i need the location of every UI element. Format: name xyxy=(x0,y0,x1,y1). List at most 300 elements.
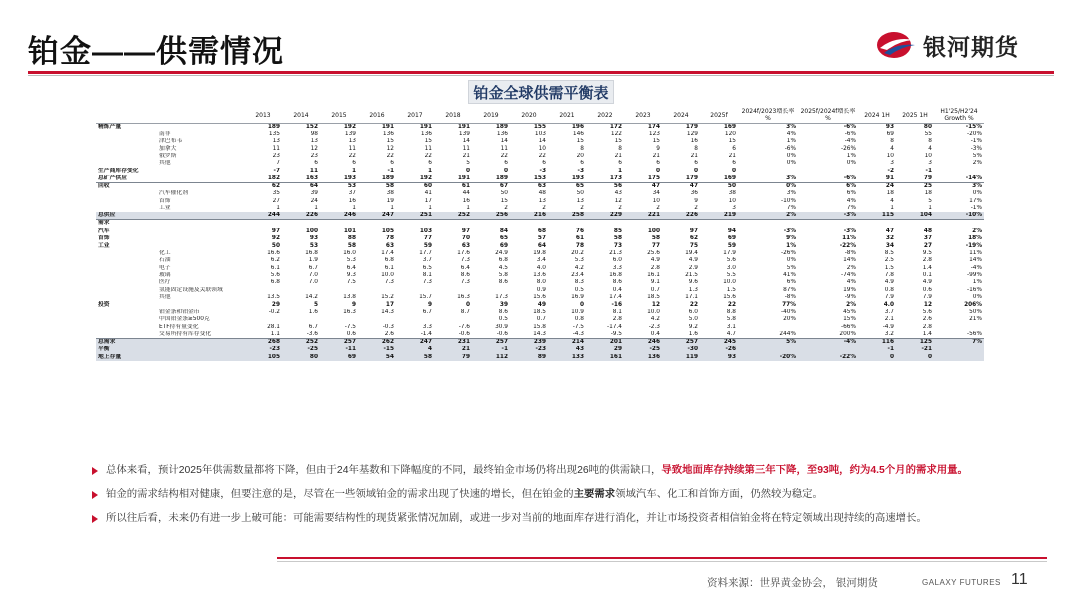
column-header: 2024 xyxy=(662,108,700,123)
table-cell: -8% xyxy=(844,249,856,256)
table-cell: 5.0 xyxy=(688,316,698,323)
table-cell: 15 xyxy=(424,138,432,145)
table-cell: 179 xyxy=(685,123,698,130)
table-cell: 16 xyxy=(348,197,356,204)
table-cell: 3% xyxy=(738,175,798,183)
table-cell: -1% xyxy=(970,138,982,145)
table-cell: 2% xyxy=(846,301,856,308)
table-cell: 246 xyxy=(624,339,662,347)
table-cell: 45% xyxy=(843,309,856,316)
table-cell: -0.3 xyxy=(382,323,394,330)
row-label: 回收 xyxy=(98,183,110,190)
table-cell: 3.7 xyxy=(422,257,432,264)
table-cell: 4% xyxy=(846,279,856,286)
table-cell: 257 xyxy=(320,339,358,347)
table-cell: -16 xyxy=(611,301,622,308)
table-row xyxy=(96,212,984,220)
table-cell: 0.8 xyxy=(574,316,584,323)
table-cell: 4.0 xyxy=(536,264,546,271)
table-cell: 155 xyxy=(533,123,546,130)
table-cell: 0 xyxy=(896,354,934,361)
table-cell: 1 xyxy=(390,205,394,212)
table-cell: 0.1 xyxy=(922,272,932,279)
table-cell: 5 xyxy=(466,160,470,167)
table-cell: 4 xyxy=(890,197,894,204)
table-cell: 169 xyxy=(700,175,738,183)
table-cell: 22 xyxy=(348,153,356,159)
table-cell: 14.3 xyxy=(381,309,394,316)
table-cell: -1.4 xyxy=(420,331,432,338)
table-cell: 54 xyxy=(358,354,396,361)
table-cell: 7 xyxy=(276,160,280,167)
table-cell: -25 xyxy=(624,346,662,353)
table-cell: 6 xyxy=(580,160,584,167)
table-cell: 15 xyxy=(576,138,584,145)
table-cell: 247 xyxy=(396,339,434,347)
table-cell: 3.3 xyxy=(422,323,432,330)
table-cell xyxy=(282,220,320,228)
table-cell: -1 xyxy=(925,167,932,174)
column-header: 2025 1H xyxy=(896,108,934,123)
table-cell xyxy=(798,168,858,175)
table-cell: 4.0 xyxy=(883,301,894,308)
column-header: 2019 xyxy=(472,108,510,123)
table-cell: 8.8 xyxy=(726,309,736,316)
table-cell: 47 xyxy=(689,183,698,190)
table-cell: 16.9 xyxy=(571,294,584,301)
table-cell: 30.9 xyxy=(495,323,508,330)
table-cell: 29 xyxy=(586,346,624,353)
table-cell: 6 xyxy=(314,160,318,167)
table-cell: -19% xyxy=(965,242,982,249)
table-cell: 63 xyxy=(385,242,394,249)
table-cell: 17.9 xyxy=(723,249,736,256)
table-cell: 14 xyxy=(538,138,546,145)
table-cell: 21 xyxy=(652,153,660,159)
table-cell xyxy=(244,220,282,228)
table-cell: 50 xyxy=(727,183,736,190)
table-cell: 244% xyxy=(779,331,796,338)
table-cell: 5.5 xyxy=(726,272,736,279)
table-cell: 0.6 xyxy=(346,331,356,338)
table-cell: 5 xyxy=(928,197,932,204)
table-cell: 17.6 xyxy=(457,249,470,256)
table-cell: -4% xyxy=(798,339,858,347)
table-cell: -26% xyxy=(781,249,796,256)
table-cell: -6% xyxy=(843,123,856,130)
table-cell: 179 xyxy=(662,175,700,183)
table-cell: 4.9 xyxy=(650,257,660,264)
table-cell: 12 xyxy=(310,145,318,152)
table-cell: 3.1 xyxy=(726,323,736,330)
table-cell: 37 xyxy=(348,190,356,197)
table-cell: 244 xyxy=(244,212,282,220)
table-cell: 4.7 xyxy=(726,331,736,338)
table-row xyxy=(96,160,984,167)
table-cell: 98 xyxy=(310,130,318,137)
table-cell: 1.6 xyxy=(688,331,698,338)
table-cell: 2% xyxy=(738,212,798,220)
table-cell: 1.9 xyxy=(308,257,318,264)
table-cell: 15 xyxy=(386,138,394,145)
table-cell: 104 xyxy=(896,212,934,220)
table-cell: 11 xyxy=(424,145,432,152)
table-cell: 1.6 xyxy=(308,309,318,316)
table-cell: 21.3 xyxy=(609,249,622,256)
table-cell: -3% xyxy=(843,227,856,234)
table-cell: 7.3 xyxy=(422,279,432,286)
table-cell: 5.6 xyxy=(922,309,932,316)
table-cell: 216 xyxy=(510,212,548,220)
table-cell: 152 xyxy=(305,123,318,130)
table-cell: 2.1 xyxy=(884,316,894,323)
table-cell: 2.8 xyxy=(922,257,932,264)
table-cell: 192 xyxy=(343,123,356,130)
table-cell: 75 xyxy=(689,242,698,249)
table-cell: 8 xyxy=(890,138,894,145)
table-row xyxy=(96,354,984,361)
table-cell: 38 xyxy=(728,190,736,197)
table-cell: 37 xyxy=(923,235,932,242)
table-cell: 10 xyxy=(886,153,894,159)
table-cell: 7.8 xyxy=(884,272,894,279)
table-cell: 15 xyxy=(652,138,660,145)
table-cell: 226 xyxy=(662,212,700,220)
table-cell: -3.6 xyxy=(306,331,318,338)
bullet-arrow-icon xyxy=(92,467,98,475)
table-cell: 1 xyxy=(428,205,432,212)
table-cell: -4.9 xyxy=(882,323,894,330)
table-cell: 38 xyxy=(386,190,394,197)
table-cell: 136 xyxy=(420,130,432,137)
table-row xyxy=(96,198,984,205)
table-cell: 6 xyxy=(542,160,546,167)
table-cell: 4.9 xyxy=(884,279,894,286)
table-cell: 5.8 xyxy=(726,316,736,323)
table-cell: 19.4 xyxy=(685,249,698,256)
table-cell: 79 xyxy=(434,354,472,361)
table-cell: 14.3 xyxy=(533,331,546,338)
balance-table-container xyxy=(96,108,984,440)
table-cell: 1 xyxy=(466,205,470,212)
table-cell xyxy=(700,220,738,228)
table-cell: 63 xyxy=(461,242,470,249)
table-cell: 92 xyxy=(271,235,280,242)
table-cell: 189 xyxy=(495,123,508,130)
row-label: 津巴布韦 xyxy=(159,138,183,145)
table-cell: 2.6 xyxy=(384,331,394,338)
footer-divider-thin xyxy=(277,561,1047,562)
table-cell: 10.0 xyxy=(723,279,736,286)
table-cell: 78 xyxy=(575,242,584,249)
table-cell: 15.6 xyxy=(723,294,736,301)
table-cell: 103 xyxy=(534,130,546,137)
table-cell: 2 xyxy=(618,205,622,212)
table-cell: -25 xyxy=(282,346,320,353)
row-label: 玻璃 xyxy=(159,272,171,279)
table-cell: 9 xyxy=(427,301,432,308)
table-cell: -4.3 xyxy=(572,331,584,338)
table-cell: 182 xyxy=(244,175,282,183)
table-cell: 15 xyxy=(500,197,508,204)
table-cell: 6 xyxy=(352,160,356,167)
table-cell xyxy=(358,220,396,228)
table-cell: 169 xyxy=(723,123,736,130)
table-cell: 5 xyxy=(313,301,318,308)
table-cell: 6.1 xyxy=(270,264,280,271)
table-cell: 1 xyxy=(314,205,318,212)
table-cell: 103 xyxy=(419,227,432,234)
table-cell: 2% xyxy=(972,160,982,167)
galaxy-logo-icon xyxy=(875,28,917,62)
table-cell: 0 xyxy=(655,167,660,174)
table-cell: 6 xyxy=(428,160,432,167)
table-cell: 17% xyxy=(969,197,982,204)
table-cell xyxy=(662,220,700,228)
table-cell: 93 xyxy=(885,123,894,130)
table-cell: 43 xyxy=(614,190,622,197)
table-cell: 1.1 xyxy=(270,331,280,338)
table-cell: 8.6 xyxy=(460,272,470,279)
table-cell: 7.3 xyxy=(460,257,470,264)
table-cell: 53 xyxy=(347,183,356,190)
table-cell: 13 xyxy=(348,138,356,145)
table-cell: 247 xyxy=(358,212,396,220)
table-cell: 256 xyxy=(472,212,510,220)
bullet-arrow-icon xyxy=(92,515,98,523)
table-cell: 0% xyxy=(972,294,982,301)
table-cell: 105 xyxy=(381,227,394,234)
table-cell: 139 xyxy=(458,130,470,137)
table-cell: 6.4 xyxy=(460,264,470,271)
row-label: 总需求 xyxy=(96,339,244,347)
table-cell: 60 xyxy=(423,183,432,190)
table-cell: 22 xyxy=(689,301,698,308)
table-cell: 6.1 xyxy=(384,264,394,271)
table-cell: 0% xyxy=(786,153,796,159)
table-cell: 245 xyxy=(700,339,738,347)
commentary-text: 所以往后看，未来仍有进一步上破可能：可能需要结构性的现货紧张情况加剧，或进一步对当前的地面库存进行消化，并让市场投资者相信铂金将在特定领域出现持续的高速增长。 xyxy=(106,513,927,524)
table-cell: 27 xyxy=(923,242,932,249)
table-cell: 226 xyxy=(282,212,320,220)
table-cell: 257 xyxy=(472,339,510,347)
table-row xyxy=(96,235,984,242)
table-row xyxy=(96,242,984,249)
table-cell: 0.4 xyxy=(612,286,622,293)
table-cell: 6 xyxy=(732,145,736,152)
table-cell xyxy=(358,287,396,294)
table-cell: 70 xyxy=(461,235,470,242)
table-row xyxy=(96,220,984,228)
table-cell: -23 xyxy=(510,346,548,353)
column-header: 2020 xyxy=(510,108,548,123)
table-cell: 1 xyxy=(617,167,622,174)
table-cell: 6.0 xyxy=(688,309,698,316)
row-label: 铂金条和铂金币 xyxy=(159,309,200,316)
table-cell: 49 xyxy=(537,301,546,308)
table-cell: 173 xyxy=(586,175,624,183)
column-header: 2015 xyxy=(320,108,358,123)
column-header: 2013 xyxy=(244,108,282,123)
table-cell: 47 xyxy=(651,183,660,190)
table-cell: 13.6 xyxy=(533,272,546,279)
table-cell xyxy=(320,220,358,228)
table-cell: 16.3 xyxy=(343,309,356,316)
table-cell: 24.9 xyxy=(495,249,508,256)
company-logo xyxy=(875,28,1019,62)
table-cell: 200% xyxy=(839,331,856,338)
table-cell: 84 xyxy=(499,227,508,234)
table-cell: -1 xyxy=(387,167,394,174)
table-cell: 11% xyxy=(842,235,856,242)
table-cell: 8.0 xyxy=(536,279,546,286)
table-cell: 13.5 xyxy=(267,294,280,301)
table-cell: -22% xyxy=(798,354,858,361)
table-cell: 21 xyxy=(614,153,622,159)
table-cell: -23 xyxy=(244,346,282,353)
commentary-text-end: 领域汽车、化工和首饰方面，仍然较为稳定。 xyxy=(615,489,823,500)
table-cell: 11 xyxy=(272,145,280,152)
table-cell: 62 xyxy=(689,235,698,242)
table-cell: 63 xyxy=(537,183,546,190)
table-cell: 6 xyxy=(390,160,394,167)
table-cell: 2 xyxy=(656,205,660,212)
table-cell: 50 xyxy=(576,190,584,197)
row-label: 汽车催化剂 xyxy=(159,190,188,197)
table-cell: 88 xyxy=(347,235,356,242)
table-cell: 10 xyxy=(728,197,736,204)
table-cell: 17.1 xyxy=(685,294,698,301)
table-cell: 6% xyxy=(846,183,856,190)
table-cell: 80 xyxy=(923,123,932,130)
table-row xyxy=(96,294,984,301)
table-cell: 192 xyxy=(396,175,434,183)
table-cell: 16.1 xyxy=(647,272,660,279)
table-cell: 5% xyxy=(972,153,982,159)
table-cell xyxy=(282,287,320,294)
table-cell: -30 xyxy=(662,346,700,353)
table-cell xyxy=(934,346,984,353)
table-cell: 41 xyxy=(424,190,432,197)
row-label: 总矿产供应 xyxy=(96,175,244,183)
table-cell: 0% xyxy=(972,190,982,197)
table-cell: 2% xyxy=(846,264,856,271)
table-cell: 139 xyxy=(344,130,356,137)
table-cell: 5.6 xyxy=(726,257,736,264)
table-cell: 189 xyxy=(267,123,280,130)
table-cell: 116 xyxy=(858,339,896,347)
table-row xyxy=(96,250,984,257)
table-row xyxy=(96,183,984,191)
table-cell: 3 xyxy=(732,205,736,212)
table-cell: 136 xyxy=(624,354,662,361)
table-cell: -10% xyxy=(781,197,796,204)
table-cell: 16.3 xyxy=(457,294,470,301)
table-cell: 105 xyxy=(244,354,282,361)
table-cell: 12 xyxy=(386,145,394,152)
table-cell: 89 xyxy=(510,354,548,361)
row-label: 中国铂金条≥500克 xyxy=(159,316,210,323)
table-cell: 16.8 xyxy=(305,249,318,256)
table-cell: 252 xyxy=(282,339,320,347)
table-cell: 91 xyxy=(858,175,896,183)
table-cell: 5% xyxy=(786,264,796,271)
table-cell: 73 xyxy=(613,242,622,249)
table-cell: 11 xyxy=(348,145,356,152)
table-cell: 18.5 xyxy=(533,309,546,316)
table-cell: 39 xyxy=(310,190,318,197)
table-cell: 2 xyxy=(542,205,546,212)
table-cell: 191 xyxy=(419,123,432,130)
table-cell: -2 xyxy=(887,167,894,174)
table-cell: 246 xyxy=(320,212,358,220)
table-cell: 9% xyxy=(786,235,796,242)
table-cell: 4.9 xyxy=(922,279,932,286)
table-row xyxy=(96,131,984,138)
table-cell: -4% xyxy=(970,264,982,271)
table-cell: 8.3 xyxy=(574,279,584,286)
table-cell: 62 xyxy=(271,183,280,190)
table-cell: 172 xyxy=(609,123,622,130)
table-cell xyxy=(798,346,858,353)
table-cell: -1 xyxy=(858,346,896,353)
table-cell: 3 xyxy=(928,160,932,167)
table-cell xyxy=(396,316,434,323)
table-cell: 0 xyxy=(465,167,470,174)
table-cell: 1% xyxy=(786,242,796,249)
table-cell: 6.7 xyxy=(308,323,318,330)
column-header: 2018 xyxy=(434,108,472,123)
table-cell: -7.6 xyxy=(458,323,470,330)
table-row xyxy=(96,287,984,294)
table-cell: 214 xyxy=(548,339,586,347)
table-cell: 2.9 xyxy=(688,264,698,271)
table-cell xyxy=(434,287,472,294)
commentary-highlight: 导致地面库存持续第三年下降，至93吨，约为4.5个月的需求用量。 xyxy=(661,465,968,476)
row-label: 需求 xyxy=(98,220,110,227)
table-cell: 21 xyxy=(434,346,472,353)
table-cell: 50 xyxy=(271,242,280,249)
table-cell: 7.9 xyxy=(922,294,932,301)
table-cell: -7 xyxy=(273,167,280,174)
table-cell: -20% xyxy=(967,130,982,137)
table-corner-cell xyxy=(96,108,244,123)
table-cell: 19% xyxy=(843,286,856,293)
table-cell: 15% xyxy=(843,316,856,323)
table-cell: 6% xyxy=(786,279,796,286)
table-cell: 93 xyxy=(700,354,738,361)
table-cell: 22 xyxy=(727,301,736,308)
table-cell: 16 xyxy=(462,197,470,204)
table-cell: 15.2 xyxy=(381,294,394,301)
table-cell: 6.7 xyxy=(422,309,432,316)
table-cell: 4 xyxy=(928,145,932,152)
table-cell: 17 xyxy=(385,301,394,308)
table-cell: 8 xyxy=(580,145,584,152)
table-cell xyxy=(858,220,896,228)
table-cell: 15 xyxy=(728,138,736,145)
table-cell: 129 xyxy=(686,130,698,137)
table-cell: 34 xyxy=(885,242,894,249)
table-cell: 3% xyxy=(972,183,982,190)
table-cell: 8 xyxy=(928,138,932,145)
table-cell: 6.0 xyxy=(612,257,622,264)
table-cell: 201 xyxy=(586,339,624,347)
table-cell: 61 xyxy=(461,183,470,190)
table-row xyxy=(96,138,984,145)
table-cell: 11 xyxy=(500,145,508,152)
page-title: 铂金——供需情况 xyxy=(28,34,284,69)
